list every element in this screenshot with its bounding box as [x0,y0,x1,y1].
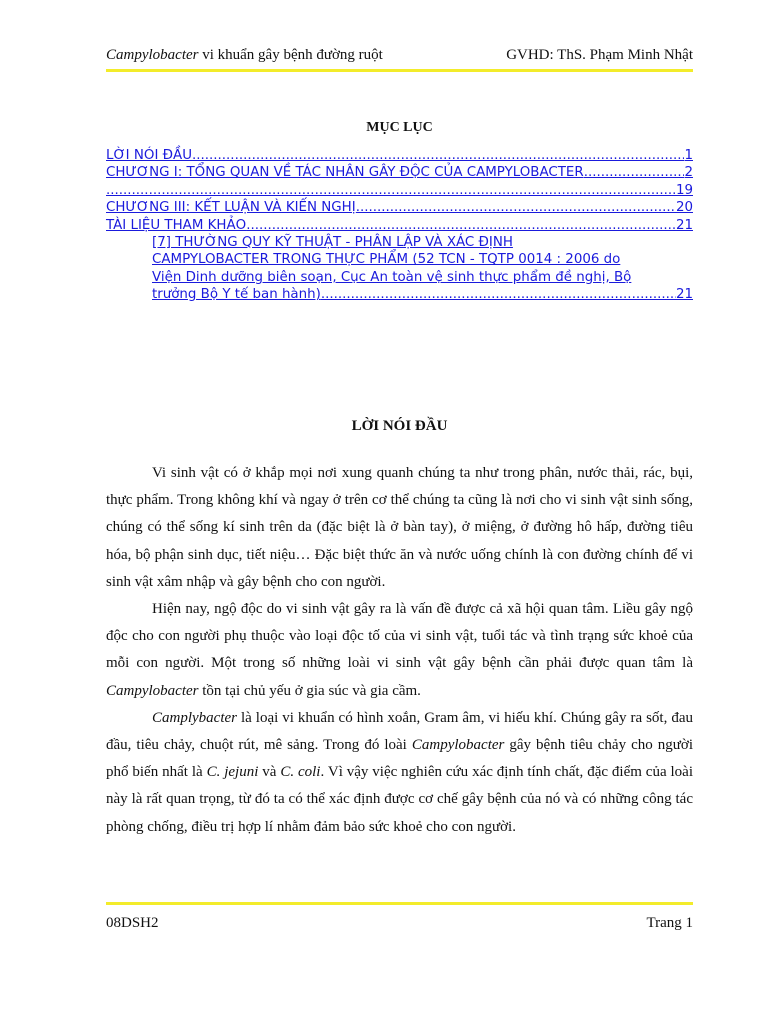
paragraph-text: tồn tại chủ yếu ở gia súc và gia cầm. [198,682,421,699]
paragraph-text: là loại vi khuẩn có hình xoắn, Gram âm, vi hiếu khí. Chúng gây ra sốt, đau đầu, tiêu chảy, chuột rút, mê sảng. Trong đó loài [106,709,693,754]
toc-entry-page: 2 [684,165,693,181]
paragraph [106,705,693,841]
page-footer [106,912,693,934]
toc-entry-text: LỜI NÓI ĐẦU [106,148,192,163]
species-name: C. jejuni [206,764,259,781]
header-title [106,44,383,66]
toc-sub-line: CAMPYLOBACTER TRONG THỰC PHẨM (52 TCN - TQTP 0014 : 2006 do [152,252,621,268]
table-of-contents [106,147,693,304]
footer-class-code: 08DSH2 [106,915,159,931]
paragraph [106,460,693,596]
species-name: Camplybacter [152,709,237,726]
toc-entry-chapter-1[interactable] [106,164,693,181]
toc-leader-dots [321,286,676,303]
paragraph-text: gây bệnh tiêu chảy cho người phổ biến nhất là [106,737,693,781]
toc-sub-last-line [152,286,693,303]
footer-rule [106,902,693,905]
toc-entry-text: TÀI LIỆU THAM KHẢO [106,217,247,233]
toc-sub-line: [7] THƯỜNG QUY KỸ THUẬT - PHÂN LẬP VÀ XÁC ĐỊNH [152,235,513,251]
preface-heading: LỜI NÓI ĐẦU [351,418,448,434]
toc-sub-line: Viện Dinh dưỡng biên soạn, Cục An toàn vệ sinh thực phẩm đề nghị, Bộ [152,269,632,285]
header-rule [106,69,693,72]
toc-entry-text: CHƯƠNG I: TỔNG QUAN VỀ TÁC NHÂN GÂY ĐỘC CỦA CAMPYLOBACTER [106,165,584,181]
paragraph-text: . Vì vậy việc nghiên cứu xác định tính chất, đặc điểm của loài này là rất quan trọng, từ đó ta có thể xác định được cơ chế gây bệnh của nó và có những công tác phòng chống, điều trị hợp lí nhằm đảm bảo sức khoẻ cho con người. [106,764,694,835]
header-title-rest: vi khuẩn gây bệnh đường ruột [198,47,383,63]
paragraph [106,596,693,705]
toc-leader-dots [192,147,684,164]
species-name: Campylobacter [411,737,505,754]
toc-entry-chapter-3[interactable] [106,199,693,216]
toc-sub-line: trưởng Bộ Y tế ban hành) [152,287,321,303]
toc-entry-page: 21 [675,217,693,233]
toc-entry-text: CHƯƠNG III: KẾT LUẬN VÀ KIẾN NGHỊ [106,200,356,216]
toc-leader-dots [246,217,676,234]
toc-leader-dots [584,164,685,181]
toc-entry-page: 20 [675,200,693,216]
paragraph-text: Hiện nay, ngộ độc do vi sinh vật gây ra là vấn đề được cả xã hội quan tâm. Liều gây ngộ độc cho con người phụ thuộc vào loại độc tố của vi sinh vật, tuổi tác và tình trạng sức khoẻ của mỗi con người. Một trong số những loài vi sinh vật gây bệnh cần phải được quan tâm là [106,601,693,672]
toc-heading: MỤC LỤC [366,120,433,135]
toc-entry-page: 21 [675,287,693,303]
footer-page-number: Trang 1 [646,915,693,931]
preface-body [106,460,693,841]
toc-leader-dots [106,182,676,199]
toc-entry-page: 1 [684,148,693,163]
toc-entry-preface[interactable] [106,147,693,164]
paragraph-text: và [258,764,281,781]
page-header [106,44,693,66]
paragraph-text: Vi sinh vật có ở khắp mọi nơi xung quanh chúng ta như trong phân, nước thải, rác, bụi, thực phẩm. Trong không khí và ngay ở trên cơ thể chúng ta cũng là nơi cho vi sinh vật sinh sống, chúng có thể sống kí sinh trên da (đặc biệt là ở bàn tay), ở miệng, ở đường hô hấp, đường tiêu hóa, bộ phận sinh dục, tiết niệu… Đặc biệt thức ăn và nước uống chính là con đường chính để vi sinh vật xâm nhập và gây bệnh cho con người. [106,465,693,590]
species-name: C. coli [280,764,321,781]
header-title-italic: Campylobacter [106,47,199,63]
toc-sub-entry-reference-7[interactable] [106,234,693,304]
toc-leader-dots [356,199,676,216]
toc-entry-references[interactable] [106,217,693,234]
species-name: Campylobacter [106,682,199,699]
toc-entry-page: 19 [675,182,693,198]
header-instructor: GVHD: ThS. Phạm Minh Nhật [506,47,693,63]
toc-entry-untitled[interactable] [106,182,693,199]
